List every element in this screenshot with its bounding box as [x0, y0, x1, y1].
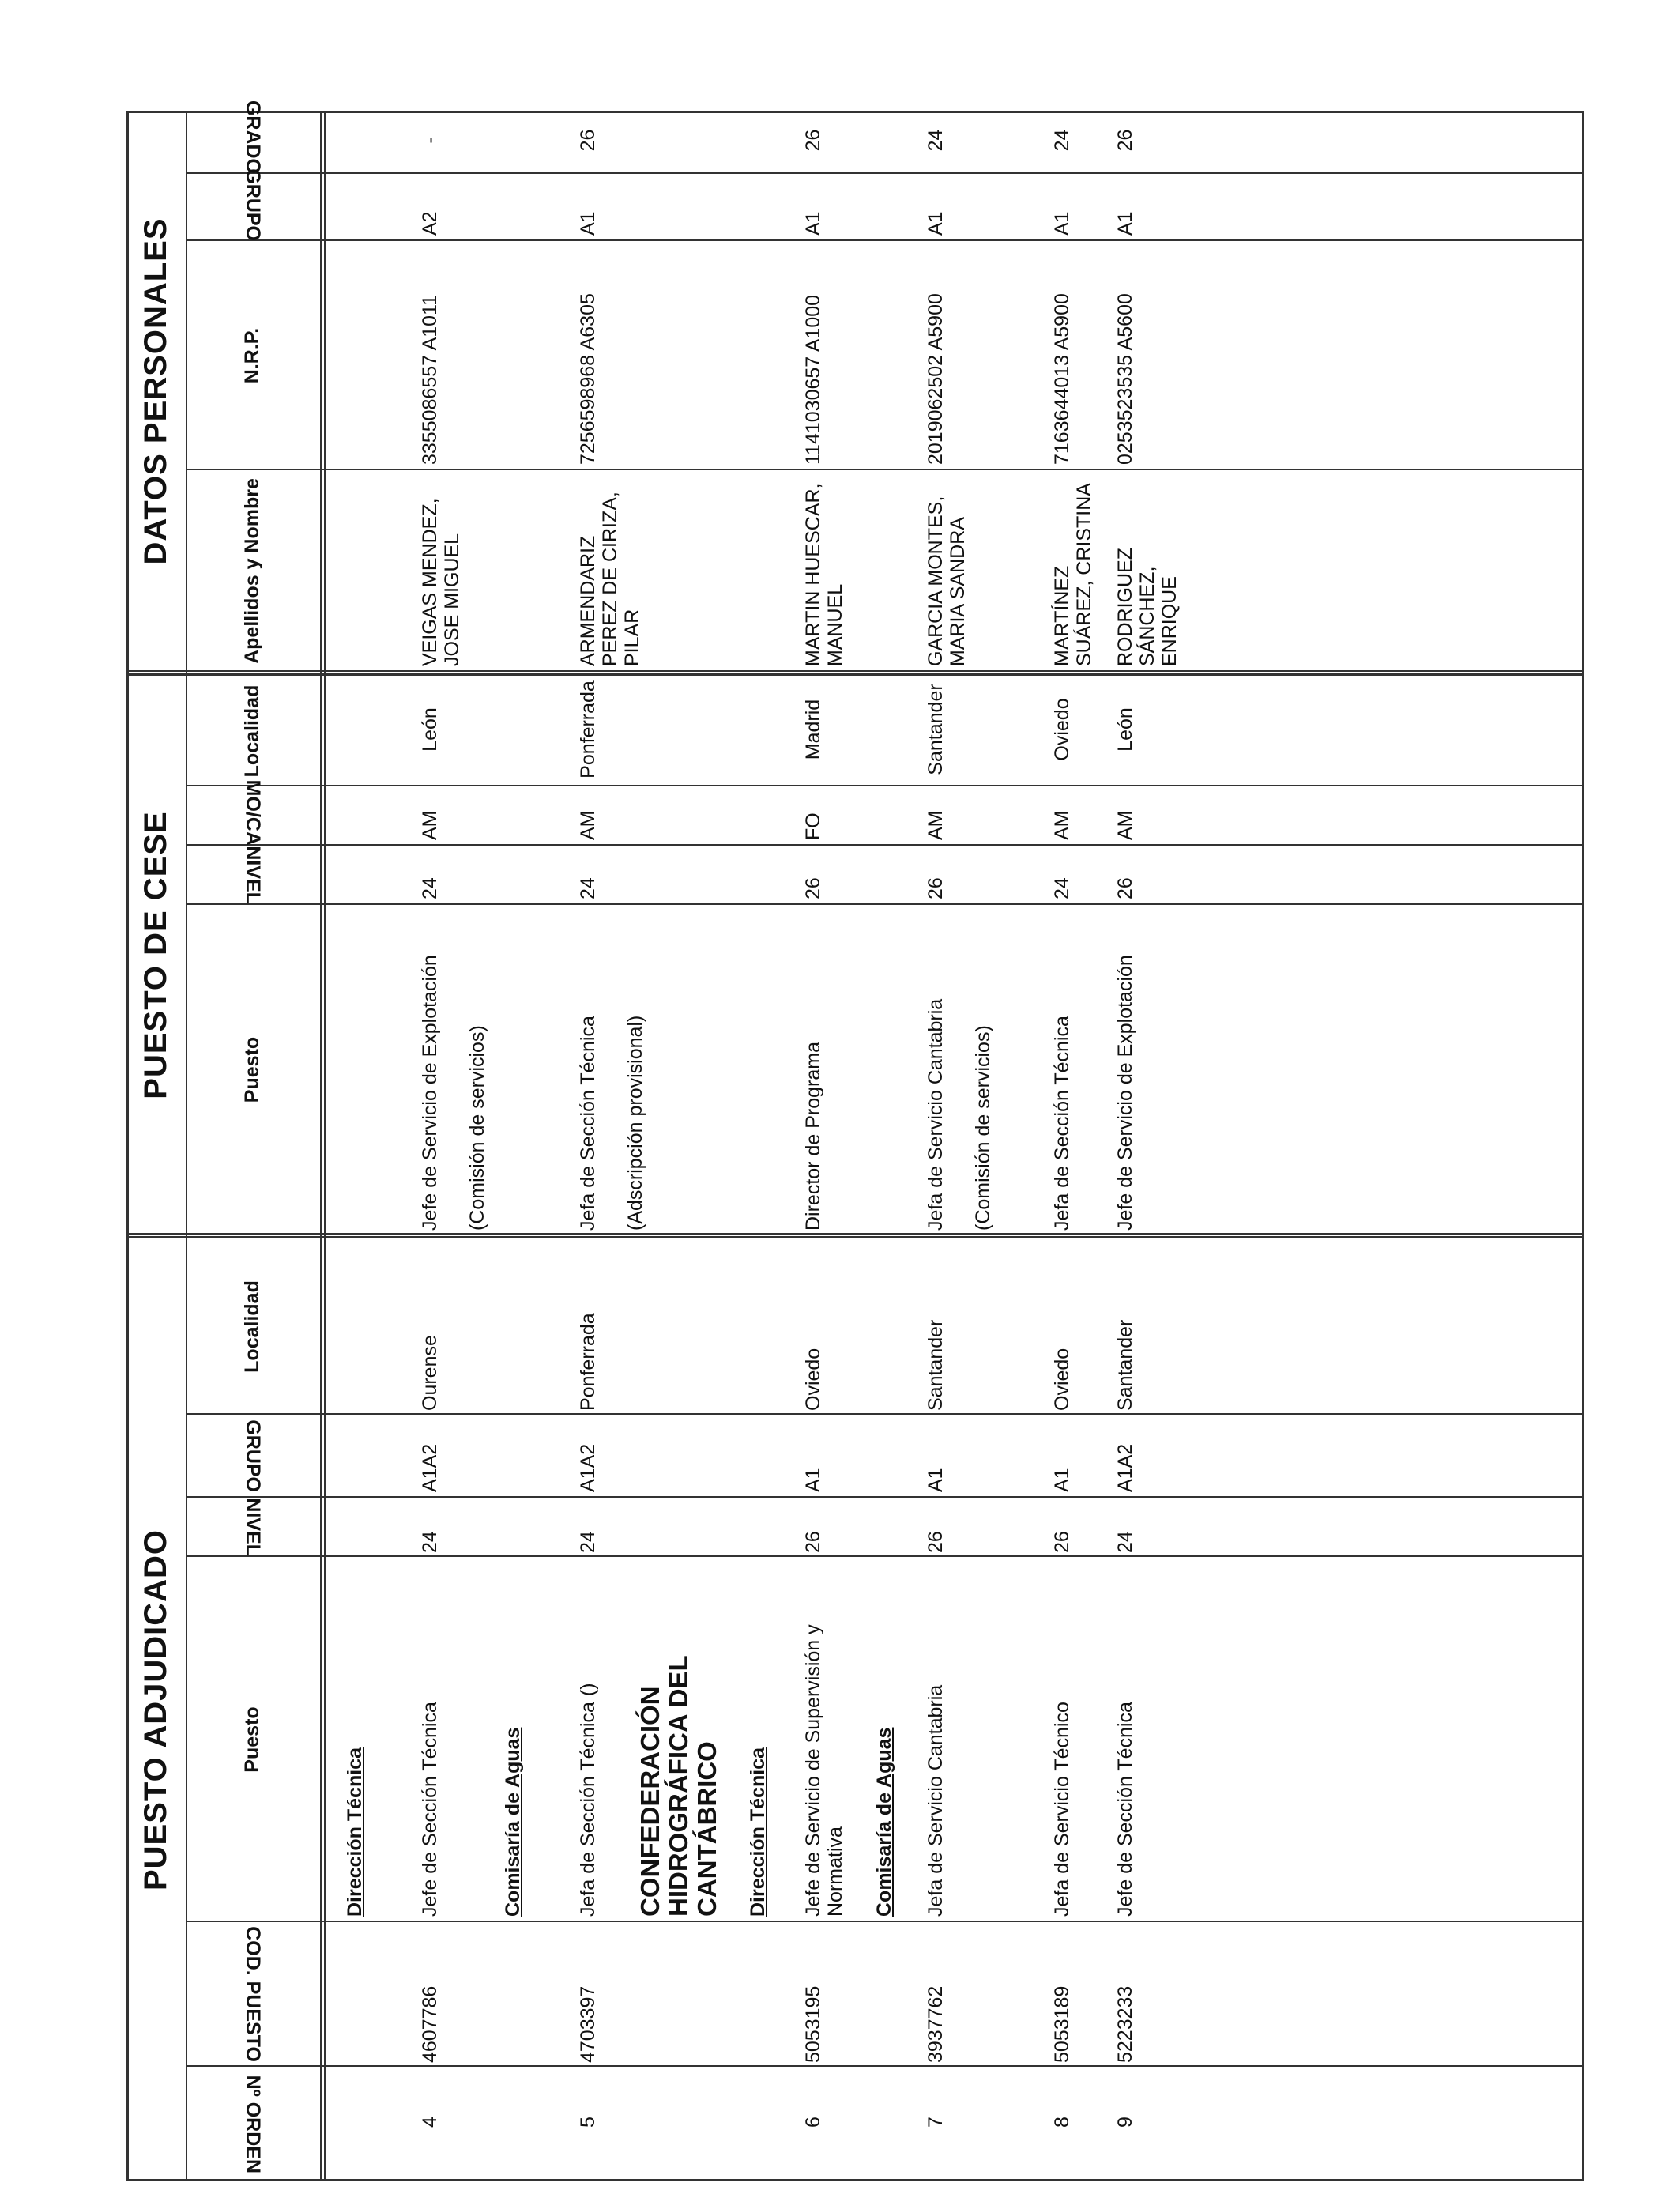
cell-nivel: 26 [802, 1531, 824, 1553]
cell-localidad: Oviedo [1051, 1348, 1073, 1411]
col-div-cese-nivel [186, 844, 1584, 846]
subheading-direccion-tecnica-2: Dirección Técnica [747, 1747, 769, 1917]
cell-cese-moca: AM [419, 810, 441, 840]
cell-cod: 5223233 [1114, 1985, 1136, 2063]
cell-nivel: 24 [577, 1531, 599, 1553]
subheading-direccion-tecnica: Dirección Técnica [344, 1747, 366, 1917]
cell-p-grupo: A1 [802, 211, 824, 236]
cell-p-grupo: A1 [1114, 211, 1136, 236]
cell-grupo: A1 [925, 1468, 947, 1492]
cell-puesto: Jefa de Sección Técnica () [577, 1683, 599, 1917]
cell-nombre: MARTIN HUESCAR, MANUEL [802, 483, 846, 666]
cell-localidad: Ourense [419, 1335, 441, 1411]
cell-nrp: 7163644013 A5900 [1051, 293, 1073, 465]
document-sheet [126, 100, 1584, 2181]
section-divider-1 [126, 1236, 1584, 1238]
cell-puesto: Jefe de Sección Técnica [1114, 1702, 1136, 1917]
section-divider-2b [126, 670, 1584, 672]
col-div-pgrupo [186, 172, 1584, 174]
header-nombre: Apellidos y Nombre [241, 478, 263, 664]
frame-right [126, 111, 1584, 113]
cell-cese-moca: AM [1114, 810, 1136, 840]
header-cese-moca: MO/CA [242, 779, 264, 846]
cell-p-grado: 24 [925, 129, 947, 152]
cell-cese-localidad: León [419, 707, 441, 752]
cell-nrp: 3355086557 A1011 [419, 294, 441, 465]
section-row-divider [186, 111, 187, 2181]
cell-p-grupo: A1 [577, 211, 599, 236]
cell-orden: 9 [1114, 2117, 1136, 2128]
cell-cese-nivel: 24 [419, 877, 441, 899]
cell-nivel: 24 [1114, 1531, 1136, 1553]
frame-bottom [1582, 111, 1584, 2181]
cell-nivel: 24 [419, 1531, 441, 1553]
subheading-comisaria-aguas-2: Comisaría de Aguas [873, 1727, 895, 1917]
frame-top [126, 111, 129, 2181]
cell-localidad: Santander [925, 1319, 947, 1411]
cell-localidad: Santander [1114, 1319, 1136, 1411]
cell-cese-nota: (Comisión de servicios) [972, 1025, 994, 1231]
cell-nombre: RODRIGUEZ SÁNCHEZ, ENRIQUE [1114, 548, 1181, 666]
section-puesto-cese: PUESTO DE CESE [138, 811, 173, 1099]
cell-cese-nivel: 26 [802, 877, 824, 899]
header-nrp: N.R.P. [241, 327, 263, 384]
subheading-comisaria-aguas: Comisaría de Aguas [502, 1727, 524, 1917]
cell-orden: 7 [925, 2117, 947, 2128]
cell-orden: 8 [1051, 2117, 1073, 2128]
cell-orden: 4 [419, 2117, 441, 2128]
cell-cod: 5053189 [1051, 1985, 1073, 2063]
header-cese-localidad: Localidad [241, 684, 263, 778]
cell-grupo: A1A2 [577, 1443, 599, 1492]
cell-grupo: A1 [1051, 1468, 1073, 1492]
header-grupo: GRUPO [242, 1419, 264, 1493]
cell-nombre: VEIGAS MENDEZ, JOSE MIGUEL [419, 498, 463, 666]
cell-cese-localidad: Madrid [802, 699, 824, 760]
col-div-nrp [186, 239, 1584, 241]
cell-p-grupo: A1 [1051, 211, 1073, 236]
cell-nombre: ARMENDARIZ PEREZ DE CIRIZA, PILAR [577, 492, 643, 666]
col-div-cese-moca [186, 785, 1584, 786]
header-row-divider-double [324, 111, 326, 2181]
cell-nrp: 2019062502 A5900 [925, 293, 947, 465]
col-div-puesto [186, 1555, 1584, 1557]
header-p-grado: GRADO [242, 100, 264, 174]
cell-puesto: Jefa de Servicio Técnico [1051, 1702, 1073, 1917]
cell-cese-localidad: Santander [925, 684, 947, 775]
cell-orden: 6 [802, 2117, 824, 2128]
header-orden: Nº ORDEN [242, 2075, 264, 2173]
cell-p-grupo: A1 [925, 211, 947, 236]
cell-p-grado: 26 [1114, 129, 1136, 152]
cell-cod: 4607786 [419, 1985, 441, 2063]
section-datos-personales: DATOS PERSONALES [138, 217, 173, 565]
cell-cese-moca: AM [925, 810, 947, 840]
cell-cese-moca: FO [802, 812, 824, 840]
cell-cese-puesto: Jefe de Servicio de Explotación [419, 955, 441, 1231]
header-p-grupo: GRUPO [242, 168, 264, 241]
cell-cese-localidad: Ponferrada [577, 680, 599, 778]
cell-orden: 5 [577, 2117, 599, 2128]
cell-grupo: A1A2 [1114, 1443, 1136, 1492]
header-row-divider [320, 111, 322, 2181]
cell-p-grado: 26 [577, 129, 599, 152]
cell-cese-nota: (Adscripción provisional) [624, 1015, 646, 1231]
cell-localidad: Ponferrada [577, 1313, 599, 1411]
header-cod-puesto: COD. PUESTO [242, 1926, 264, 2063]
frame-left [126, 2179, 1584, 2181]
cell-nivel: 26 [925, 1531, 947, 1553]
cell-nrp: 1141030657 A1000 [802, 294, 824, 465]
cell-cese-localidad: León [1114, 707, 1136, 752]
cell-puesto: Jefe de Sección Técnica [419, 1702, 441, 1917]
cell-p-grado: 24 [1051, 129, 1073, 152]
cell-p-grado: 26 [802, 129, 824, 152]
cell-p-grupo: A2 [419, 211, 441, 236]
cell-cese-nota: (Comisión de servicios) [466, 1025, 488, 1231]
cell-p-grado: - [419, 137, 441, 144]
section-divider-1b [126, 1233, 1584, 1235]
header-nivel: NIVEL [242, 1498, 264, 1557]
cell-cese-nivel: 24 [1051, 877, 1073, 899]
cell-nombre: GARCIA MONTES, MARIA SANDRA [925, 496, 969, 666]
cell-cese-localidad: Oviedo [1051, 698, 1073, 761]
section-puesto-adjudicado: PUESTO ADJUDICADO [138, 1529, 173, 1891]
cell-cese-moca: AM [577, 810, 599, 840]
cell-cese-moca: AM [1051, 810, 1073, 840]
cell-cod: 4703397 [577, 1985, 599, 2063]
cell-cese-nivel: 26 [925, 877, 947, 899]
col-div-grupo [186, 1413, 1584, 1415]
cell-nivel: 26 [1051, 1531, 1073, 1553]
section-divider-2 [126, 673, 1584, 676]
cell-cese-puesto: Director de Programa [802, 1042, 824, 1231]
cell-puesto: Jefe de Servicio de Supervisión y Normativa [802, 1624, 846, 1917]
cell-nrp: 0253523535 A5600 [1114, 293, 1136, 465]
cell-cese-puesto: Jefa de Sección Técnica [577, 1016, 599, 1231]
header-localidad: Localidad [241, 1280, 263, 1373]
cell-localidad: Oviedo [802, 1348, 824, 1411]
cell-grupo: A1 [802, 1468, 824, 1492]
cell-cese-puesto: Jefa de Servicio Cantabria [925, 998, 947, 1231]
col-div-nombre [186, 469, 1584, 470]
col-div-nivel [186, 1496, 1584, 1498]
header-puesto: Puesto [241, 1706, 263, 1773]
cell-cese-puesto: Jefa de Sección Técnica [1051, 1016, 1073, 1231]
col-div-cese-puesto [186, 903, 1584, 905]
col-div-orden [186, 2065, 1584, 2067]
cell-nombre: MARTÍNEZ SUÁREZ, CRISTINA [1051, 483, 1095, 666]
col-div-cod [186, 1921, 1584, 1922]
cell-grupo: A1A2 [419, 1443, 441, 1492]
header-cese-puesto: Puesto [241, 1036, 263, 1103]
organism-title: CONFEDERACIÓN HIDROGRÁFICA DEL CANTÁBRICO [635, 1656, 721, 1917]
cell-cese-nivel: 24 [577, 877, 599, 899]
cell-cod: 3937762 [925, 1985, 947, 2063]
cell-cese-nivel: 26 [1114, 877, 1136, 899]
cell-nrp: 7256598968 A6305 [577, 293, 599, 465]
cell-puesto: Jefa de Servicio Cantabria [925, 1684, 947, 1917]
cell-cese-puesto: Jefe de Servicio de Explotación [1114, 955, 1136, 1231]
cell-cod: 5053195 [802, 1985, 824, 2063]
header-cese-nivel: NIVEL [242, 846, 264, 905]
